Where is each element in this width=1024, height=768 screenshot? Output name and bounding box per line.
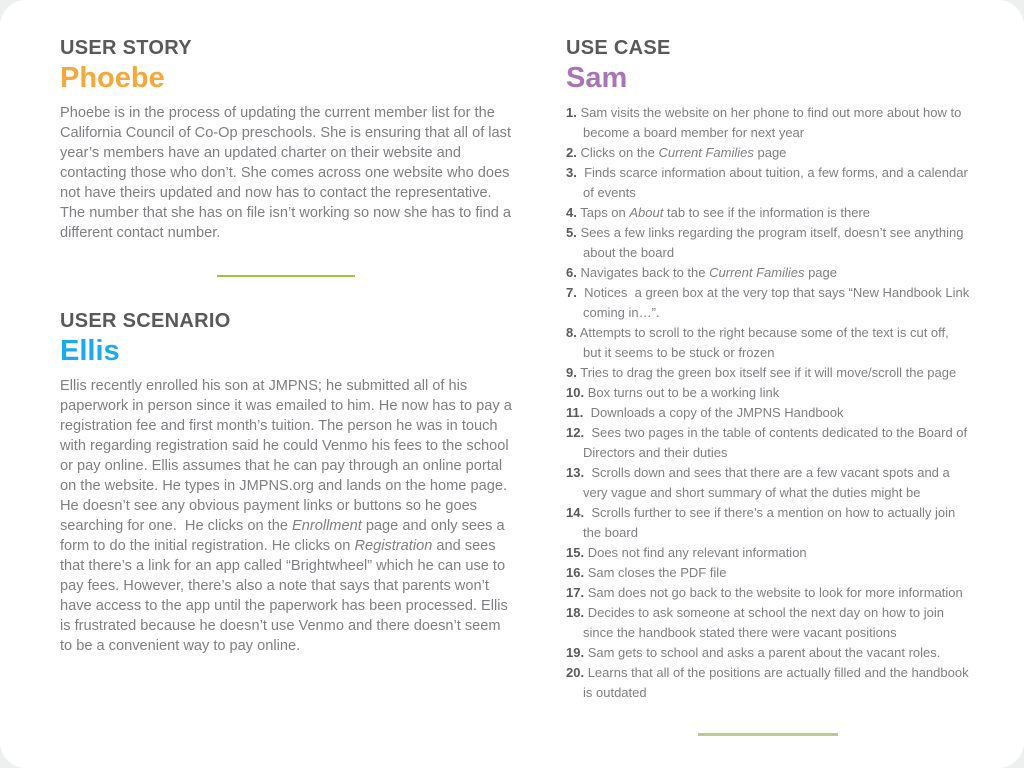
use-case-step: 3. Finds scarce information about tuition, a few forms, and a calendar of events <box>566 165 972 200</box>
user-scenario-heading: USER SCENARIO <box>60 310 231 332</box>
use-case-step: 17. Sam does not go back to the website to look for more information <box>566 585 963 600</box>
step-number: 1. <box>566 105 577 120</box>
step-number: 8. <box>566 325 577 340</box>
step-number: 6. <box>566 265 577 280</box>
use-case-step: 4. Taps on About tab to see if the information is there <box>566 205 871 220</box>
step-number: 3. <box>566 165 577 180</box>
use-case-heading: USE CASE <box>566 37 671 59</box>
use-case-step: 18. Decides to ask someone at school the next day on how to join since the handbook stated there were vacant positions <box>566 605 948 640</box>
use-case-step: 6. Navigates back to the Current Families page <box>566 265 838 280</box>
use-case-step: 8. Attempts to scroll to the right because some of the text is cut off, but it seems to be stuck or frozen <box>566 325 953 360</box>
use-case-step: 12. Sees two pages in the table of contents dedicated to the Board of Directors and their duties <box>566 425 971 460</box>
step-number: 18. <box>566 605 585 620</box>
use-case-step: 5. Sees a few links regarding the program itself, doesn’t see anything about the board <box>566 225 968 260</box>
use-case-steps-list <box>566 103 973 703</box>
step-number: 5. <box>566 225 577 240</box>
step-number: 4. <box>566 205 577 220</box>
user-scenario-section <box>60 309 516 656</box>
step-number: 12. <box>566 425 585 440</box>
use-case-step: 1. Sam visits the website on her phone to find out more about how to become a board member for next year <box>566 105 965 140</box>
left-column <box>60 36 516 656</box>
user-scenario-body: Ellis recently enrolled his son at JMPNS; he submitted all of his paperwork in person since it was emailed to him. He now has to pay a registration fee and first month’s tuition. The person he was in touch with regarding registration said he could Venmo his fees to the school or pay online. Ellis assumes that he can pay through an online portal on the website. He types in JMPNS.org and lands on the home page. He doesn’t see any obvious payment links or buttons so he goes searching for one. He clicks on the Enrollment page and only sees a form to do the initial registration. He clicks on Registration and sees that there’s a link for an app called “Brightwheel” which he can use to pay fees. However, there’s also a note that says that parents won’t have access to the app until the paperwork has been processed. Ellis is frustrated because he doesn’t use Venmo and there doesn’t seem to be a convenient way to pay online. <box>60 378 516 654</box>
use-case-step: 10. Box turns out to be a working link <box>566 385 780 400</box>
persona-name-ellis: Ellis <box>60 335 120 367</box>
user-story-heading: USER STORY <box>60 37 192 59</box>
step-number: 15. <box>566 545 585 560</box>
use-case-step: 14. Scrolls further to see if there’s a mention on how to actually join the board <box>566 505 959 540</box>
use-case-step: 2. Clicks on the Current Families page <box>566 145 787 160</box>
use-case-step: 16. Sam closes the PDF file <box>566 565 727 580</box>
right-column <box>566 36 973 736</box>
step-number: 9. <box>566 365 577 380</box>
step-number: 20. <box>566 665 585 680</box>
step-number: 14. <box>566 505 585 520</box>
step-number: 10. <box>566 385 585 400</box>
step-number: 2. <box>566 145 577 160</box>
step-number: 16. <box>566 565 585 580</box>
step-number: 17. <box>566 585 585 600</box>
use-case-step: 9. Tries to drag the green box itself see if it will move/scroll the page <box>566 365 957 380</box>
use-case-step: 11. Downloads a copy of the JMPNS Handbook <box>566 405 844 420</box>
user-story-section <box>60 36 516 243</box>
persona-name-phoebe: Phoebe <box>60 62 165 94</box>
persona-name-sam: Sam <box>566 62 628 94</box>
step-number: 11. <box>566 405 584 420</box>
use-case-step: 19. Sam gets to school and asks a parent about the vacant roles. <box>566 645 941 660</box>
section-divider-right <box>698 733 838 736</box>
use-case-step: 7. Notices a green box at the very top that says “New Handbook Link coming in…”. <box>566 285 973 320</box>
step-number: 7. <box>566 285 577 300</box>
use-case-section <box>566 36 973 703</box>
section-divider-left <box>217 275 355 277</box>
use-case-step: 13. Scrolls down and sees that there are a few vacant spots and a very vague and short summary of what the duties might be <box>566 465 954 500</box>
step-number: 13. <box>566 465 585 480</box>
use-case-step: 20. Learns that all of the positions are actually filled and the handbook is outdated <box>566 665 973 700</box>
user-story-body: Phoebe is in the process of updating the current member list for the California Council of Co-Op preschools. She is ensuring that all of last year’s members have an updated charter on their website and contacting those who don’t. She comes across one website who does not have theirs updated and now has to contact the representative. The number that she has on file isn’t working so now she has to find a different contact number. <box>60 105 516 241</box>
step-number: 19. <box>566 645 585 660</box>
use-case-step: 15. Does not find any relevant information <box>566 545 807 560</box>
